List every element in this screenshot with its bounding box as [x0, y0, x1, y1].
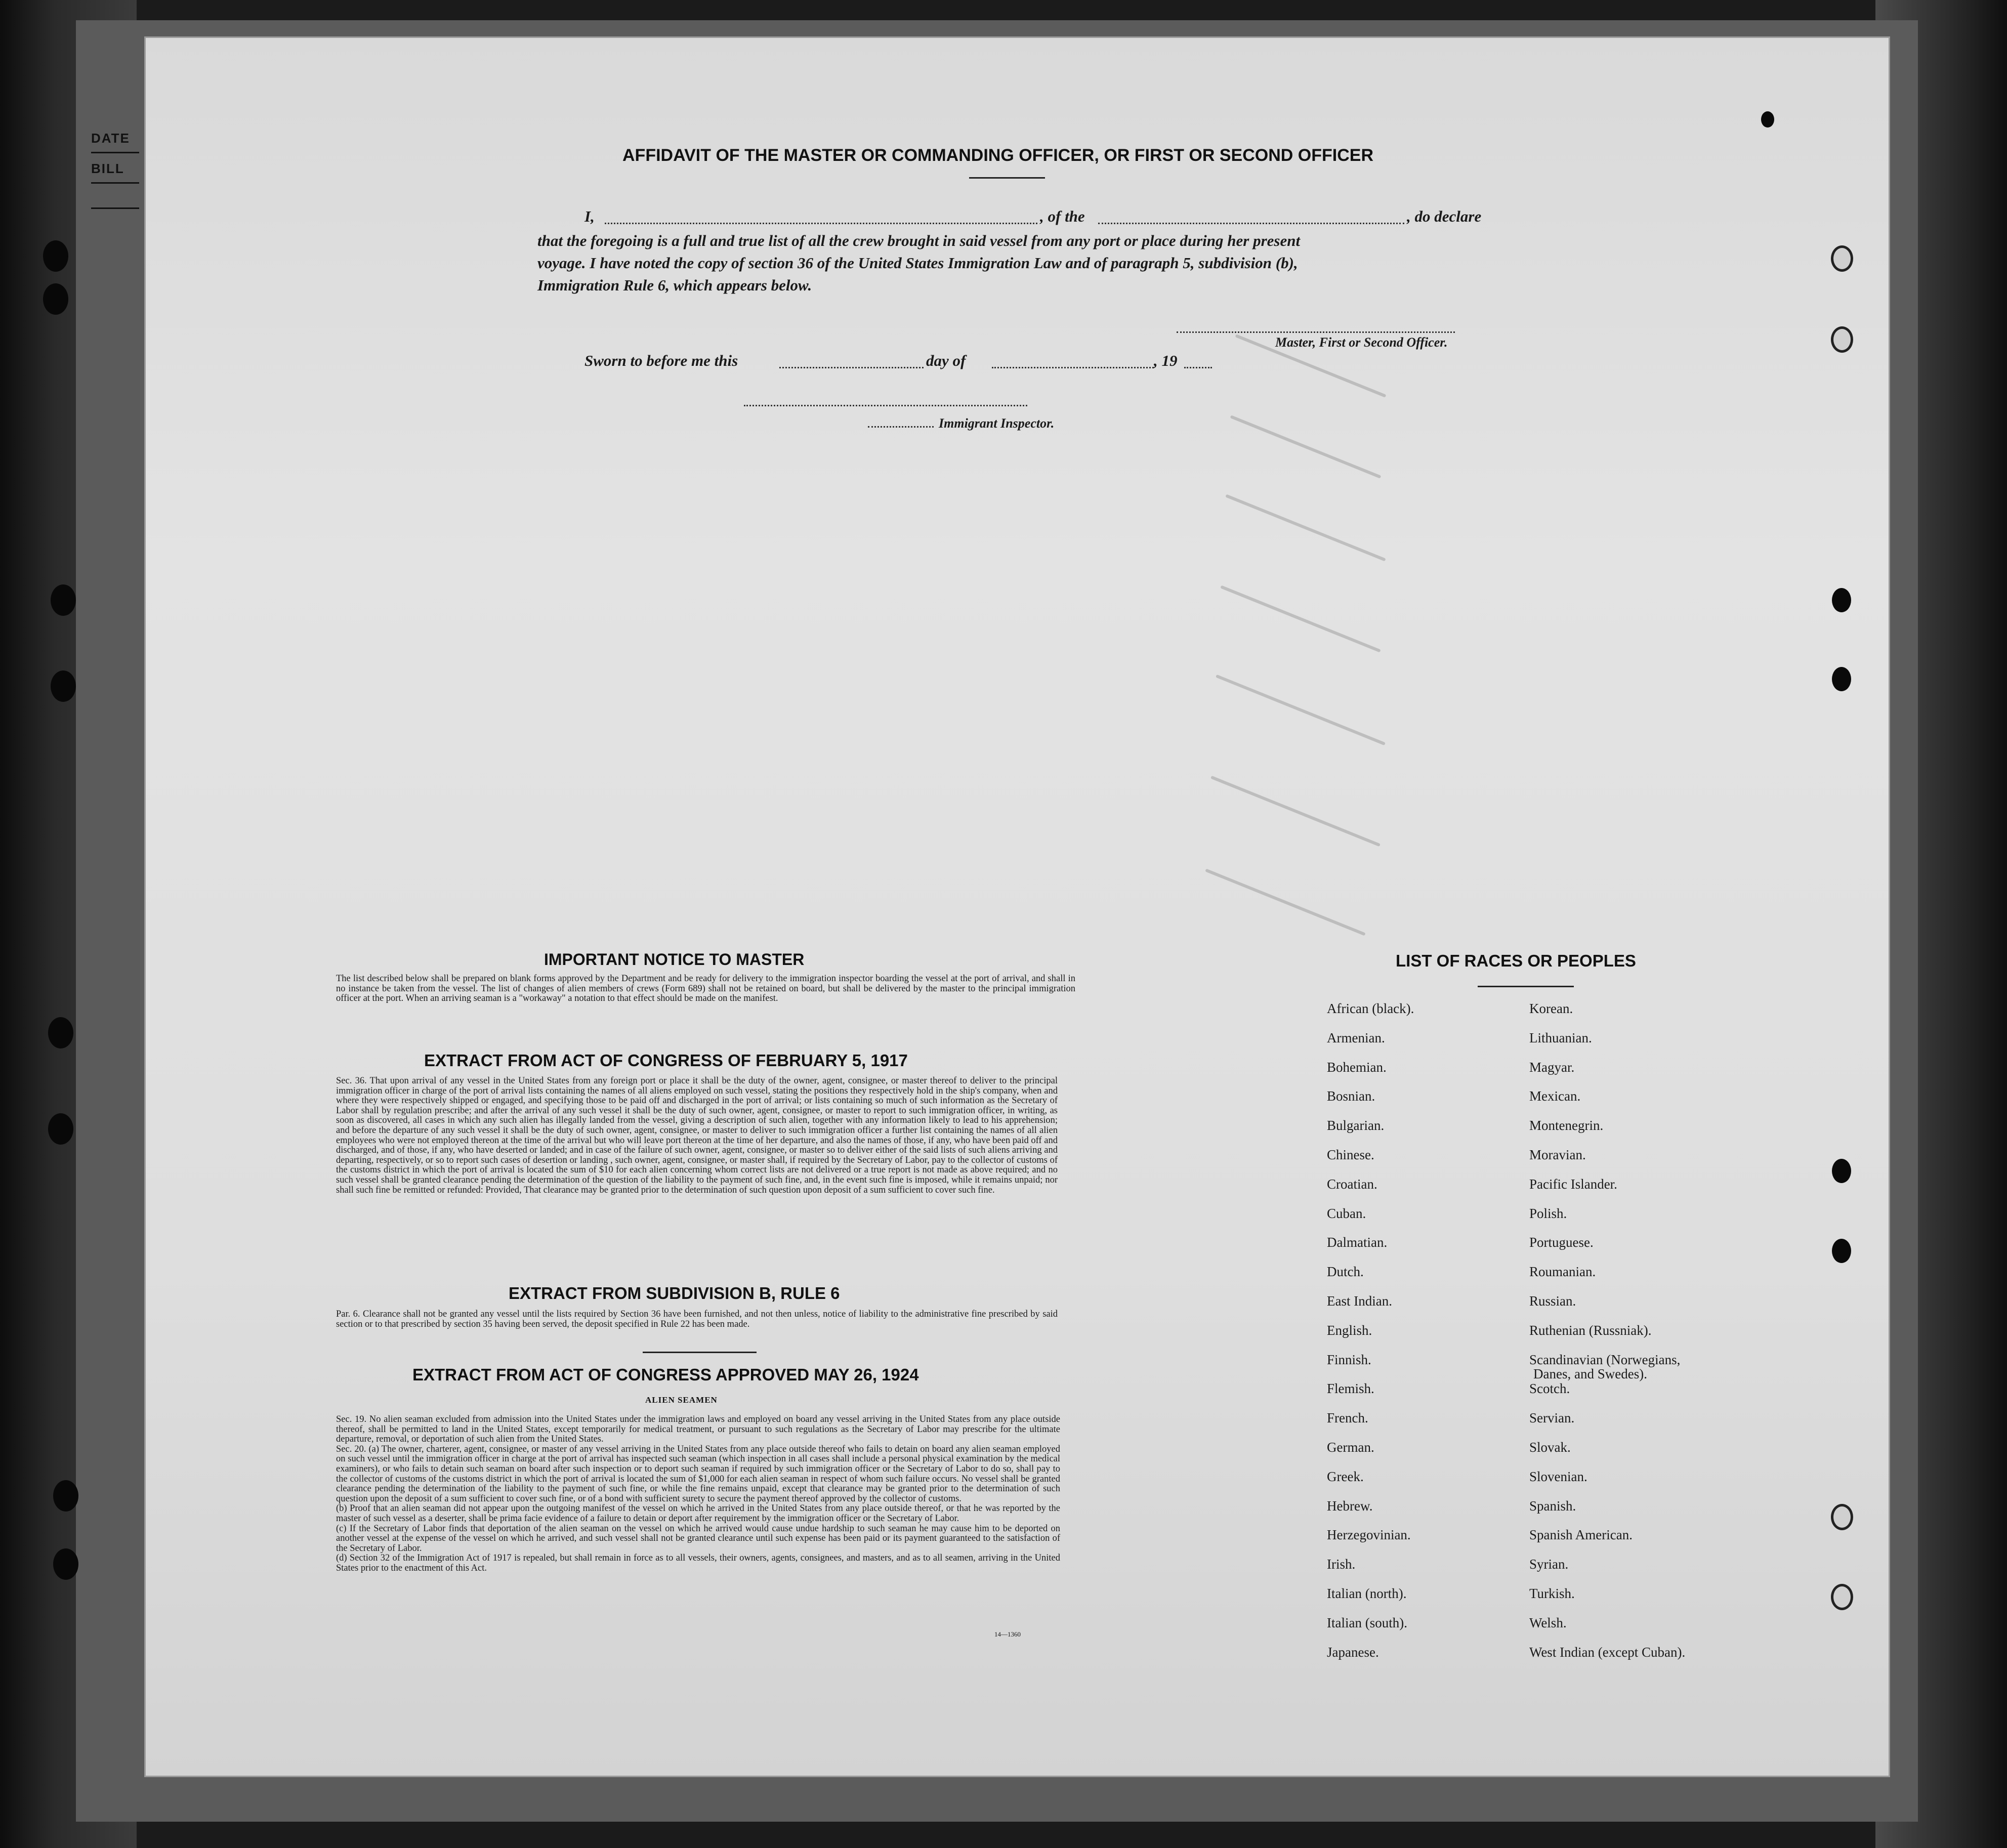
- affidavit-line4: Immigration Rule 6, which appears below.: [537, 276, 812, 294]
- race-item: Cuban.: [1327, 1205, 1366, 1221]
- binder-hole-open: [1831, 245, 1853, 272]
- day-of-label: day of: [926, 352, 966, 369]
- binder-hole-punched: [1832, 1239, 1851, 1263]
- race-item: Pacific Islander.: [1529, 1176, 1617, 1192]
- section-20d-paragraph: (d) Section 32 of the Immigration Act of 1917 is repealed, but shall remain in force as to all vessels, their owners, agents, consignees, and masters, and as to all seamen, arriving in the United States prior to the enactment of this Act.: [336, 1553, 1060, 1573]
- extract-1924-title: EXTRACT FROM ACT OF CONGRESS APPROVED MAY 26, 1924: [412, 1365, 919, 1384]
- race-item: Bosnian.: [1327, 1088, 1375, 1104]
- day-blank[interactable]: [779, 367, 924, 368]
- race-item: Scotch.: [1529, 1381, 1570, 1397]
- race-item: East Indian.: [1327, 1293, 1392, 1309]
- race-item: Polish.: [1529, 1205, 1567, 1221]
- notice-body: [324, 974, 1075, 1004]
- notice-paragraph: The list described below shall be prepared on blank forms approved by the Department and be ready for delivery to the immigration inspector boarding the vessel at the port of arrival, and shall in no instance be taken from the vessel. The list of changes of alien members of crews (Form 689) shall not be retained on board, but shall be delivered by the master to the principal immigration officer at the port. When an arriving seaman is a "workaway" a notation to that effect should be made on the manifest.: [336, 974, 1075, 1004]
- rule6-body: [324, 1310, 1058, 1329]
- binder-hole: [51, 584, 76, 616]
- race-item: Montenegrin.: [1529, 1118, 1604, 1133]
- race-item: German.: [1327, 1440, 1374, 1455]
- inspector-signature-blank[interactable]: [744, 405, 1027, 406]
- month-blank[interactable]: [992, 367, 1154, 368]
- section-divider: [643, 1352, 757, 1353]
- race-item: Finnish.: [1327, 1352, 1371, 1367]
- binder-hole-punched: [1832, 667, 1851, 691]
- affidavit-line3: voyage. I have noted the copy of section 36 of the United States Immigration Law and of paragraph 5, subdivision (b),: [537, 254, 1298, 272]
- race-item: Danes, and Swedes).: [1533, 1366, 1647, 1381]
- race-item: Irish.: [1327, 1557, 1356, 1572]
- race-item: Dutch.: [1327, 1264, 1364, 1280]
- races-title: LIST OF RACES OR PEOPLES: [1396, 951, 1636, 970]
- race-item: Turkish.: [1529, 1586, 1575, 1601]
- race-item: Flemish.: [1327, 1381, 1374, 1397]
- inspector-caption: Immigrant Inspector.: [939, 416, 1055, 431]
- race-item: Ruthenian (Russniak).: [1529, 1322, 1652, 1338]
- race-item: Mexican.: [1529, 1088, 1581, 1104]
- section-36-paragraph: Sec. 36. That upon arrival of any vessel in the United States from any foreign port or place it shall be the duty of the owner, agent, consignee, or master thereof to deliver to the principal immigration officer in charge of the port of arrival lists containing the names of all aliens employed on such vessel, stating the positions they respectively hold in the ship's company, when and where they were respectively shipped or engaged, and specifying those to be paid off and discharged in the port of arrival; or lists containing so much of such information as the Secretary of Labor shall by regulation prescribe; and after the arrival of any such vessel it shall be the duty of such owner, agent, consignee, or master to report to such immigration officer, in writing, as soon as discovered, all cases in which any such alien has illegally landed from the vessel, giving a description of such alien, together with any information likely to lead to his apprehension; and before the departure of any such vessel it shall be the duty of such owner, agent, consignee, or master to deliver to such immigration officer a further list containing the names of all alien employees who were not employed thereon at the time of the arrival but who will leave port thereon at the time of her departure, and also the names of those, if any, who have been paid off and discharged, and of those, if any, who have deserted or landed; and in case of the failure of such owner, agent, consignee, or master so to deliver either of the said lists of such aliens arriving and departing, respectively, or so to report such cases of desertion or landing , such owner, agent, consignee, or master shall, if required by the Secretary of Labor, pay to the collector of customs of the customs district in which the port of arrival is located the sum of $10 for each alien concerning whom correct lists are not delivered or a true report is not made as above required; and no such vessel shall be granted clearance pending the determination of the question of the liability to the payment of such fine, and, in the event such fine is imposed, while it remains unpaid; nor shall such fine be remitted or refunded: Provided, That clearance may be granted prior to the determination of such question upon deposit of a sum sufficient to cover such fine.: [336, 1076, 1058, 1195]
- officer-signature-blank[interactable]: [1177, 331, 1455, 333]
- tab-bill-line: [91, 182, 139, 184]
- binder-hole-open: [1831, 1504, 1853, 1530]
- binder-hole-punched: [1832, 1159, 1851, 1183]
- vessel-blank[interactable]: [1098, 223, 1404, 224]
- inspector-short-blank: [868, 426, 934, 428]
- race-item: Lithuanian.: [1529, 1030, 1592, 1045]
- rule6-title: EXTRACT FROM SUBDIVISION B, RULE 6: [509, 1284, 840, 1303]
- notice-title: IMPORTANT NOTICE TO MASTER: [544, 950, 805, 969]
- race-item: Magyar.: [1529, 1059, 1575, 1075]
- race-item: Moravian.: [1529, 1147, 1586, 1162]
- race-item: African (black).: [1327, 1001, 1414, 1016]
- binder-hole: [51, 670, 76, 702]
- race-item: Servian.: [1529, 1410, 1575, 1426]
- race-item: Slovenian.: [1529, 1468, 1587, 1484]
- binder-hole-open: [1831, 1584, 1853, 1610]
- officer-signature-caption: Master, First or Second Officer.: [1275, 335, 1448, 350]
- race-item: Chinese.: [1327, 1147, 1374, 1162]
- race-item: Herzegovinian.: [1327, 1527, 1411, 1543]
- race-item: Bulgarian.: [1327, 1118, 1385, 1133]
- tab-date-line: [91, 152, 139, 153]
- affidavit-line2: that the foregoing is a full and true list of all the crew brought in said vessel from any port or place during her present: [537, 232, 1301, 249]
- binder-hole: [48, 1113, 73, 1145]
- race-item: Italian (south).: [1327, 1615, 1407, 1630]
- affidavit-line1-i: I,: [584, 207, 595, 225]
- binder-hole: [48, 1017, 73, 1048]
- alien-seamen-subtitle: ALIEN SEAMEN: [645, 1395, 718, 1405]
- race-item: Syrian.: [1529, 1557, 1569, 1572]
- race-item: Greek.: [1327, 1468, 1364, 1484]
- tab-line: [91, 207, 139, 209]
- section-19-paragraph: Sec. 19. No alien seaman excluded from admission into the United States under the immigration laws and employed on board any vessel arriving in the United States from any place outside thereof, shall be permitted to land in the United States, except temporarily for medical treatment, or pursuant to such regulations as the Secretary of Labor may prescribe for the ultimate departure, removal, or deportation of such alien from the United States.: [336, 1414, 1060, 1445]
- race-item: Japanese.: [1327, 1644, 1379, 1660]
- race-item: Russian.: [1529, 1293, 1576, 1309]
- extract-1924-body: [324, 1415, 1060, 1574]
- race-item: Welsh.: [1529, 1615, 1567, 1630]
- binder-hole: [53, 1548, 78, 1580]
- affidavit-line1-declare: , do declare: [1407, 207, 1482, 225]
- tab-date-label: DATE: [91, 131, 130, 146]
- race-item: Bohemian.: [1327, 1059, 1387, 1075]
- name-blank[interactable]: [605, 223, 1037, 224]
- affidavit-title: AFFIDAVIT OF THE MASTER OR COMMANDING OFFICER, OR FIRST OR SECOND OFFICER: [622, 146, 1373, 165]
- form-number: 14—1360: [994, 1630, 1021, 1638]
- binder-hole-open: [1831, 326, 1853, 353]
- races-title-underline: [1478, 986, 1574, 987]
- race-item: Portuguese.: [1529, 1235, 1594, 1250]
- race-item: Slovak.: [1529, 1440, 1571, 1455]
- race-item: Scandinavian (Norwegians,: [1529, 1352, 1681, 1367]
- affidavit-line1-of-the: , of the: [1040, 207, 1085, 225]
- extract-1917-title: EXTRACT FROM ACT OF CONGRESS OF FEBRUARY 5, 1917: [424, 1051, 908, 1070]
- race-item: Armenian.: [1327, 1030, 1385, 1045]
- race-item: Hebrew.: [1327, 1498, 1373, 1514]
- race-item: Spanish American.: [1529, 1527, 1633, 1543]
- year-label: , 19: [1154, 352, 1178, 369]
- race-item: Italian (north).: [1327, 1586, 1407, 1601]
- section-20c-paragraph: (c) If the Secretary of Labor finds that deportation of the alien seaman on the vessel on which he arrived would cause undue hardship to such seaman he may cause him to be deported on another vessel at the expense of the vessel on which he arrived, and such vessel shall not be granted clearance until such expense has been paid or its payment guaranteed to the satisfaction of the Secretary of Labor.: [336, 1523, 1060, 1553]
- race-item: Dalmatian.: [1327, 1235, 1388, 1250]
- rule6-paragraph: Par. 6. Clearance shall not be granted any vessel until the lists required by Section 36 have been furnished, and not then unless, notice of liability to the administrative fine prescribed by said section or to that prescribed by section 35 having been served, the deposit specified in Rule 22 has been made.: [336, 1309, 1058, 1329]
- extract-1917-body: [324, 1076, 1058, 1195]
- race-item: French.: [1327, 1410, 1368, 1426]
- race-item: Croatian.: [1327, 1176, 1377, 1192]
- section-20b-paragraph: (b) Proof that an alien seaman did not appear upon the outgoing manifest of the vessel on which he arrived in the United States from any place outside thereof, or that he was reported by the master of such vessel as a deserter, shall be prima facie evidence of a failure to detain or deport after requirement by the immigration officer or the Secretary of Labor.: [336, 1503, 1060, 1524]
- binder-hole: [43, 240, 68, 272]
- section-20a-paragraph: Sec. 20. (a) The owner, charterer, agent, consignee, or master of any vessel arriving in the United States from any place outside thereof who fails to detain on board any alien seaman employed on such vessel until the immigration officer in charge at the port of arrival has inspected such seaman (which inspection in all cases shall include a personal physical examination by the medical examiners), or who fails to detain such seaman on board after such inspection or to deport such seaman if required by such immigration officer or the Secretary of Labor to do so, shall pay to the collector of customs of the customs district in which the port of arrival is located the sum of $1,000 for each alien seaman in respect of whom such failure occurs. No vessel shall be granted clearance pending the determination of the liability to the payment of such fine, or while the fine remains unpaid, except that clearance may be granted prior to the determination of such question upon the deposit of a sum sufficient to cover such fine, or of a bond with sufficient surety to secure the payment thereof approved by the collector of customs.: [336, 1444, 1060, 1504]
- binder-hole: [43, 283, 68, 315]
- year-blank[interactable]: [1184, 367, 1212, 368]
- sworn-label: Sworn to before me this: [584, 352, 738, 369]
- race-item: Korean.: [1529, 1001, 1573, 1016]
- title-underline: [969, 177, 1045, 179]
- race-item: Roumanian.: [1529, 1264, 1596, 1280]
- binder-hole: [53, 1480, 78, 1511]
- race-item: Spanish.: [1529, 1498, 1576, 1514]
- binder-hole-punched: [1832, 588, 1851, 612]
- race-item: English.: [1327, 1322, 1372, 1338]
- race-item: West Indian (except Cuban).: [1529, 1644, 1686, 1660]
- tab-bill-label: BILL: [91, 161, 124, 176]
- ink-spot: [1761, 111, 1774, 128]
